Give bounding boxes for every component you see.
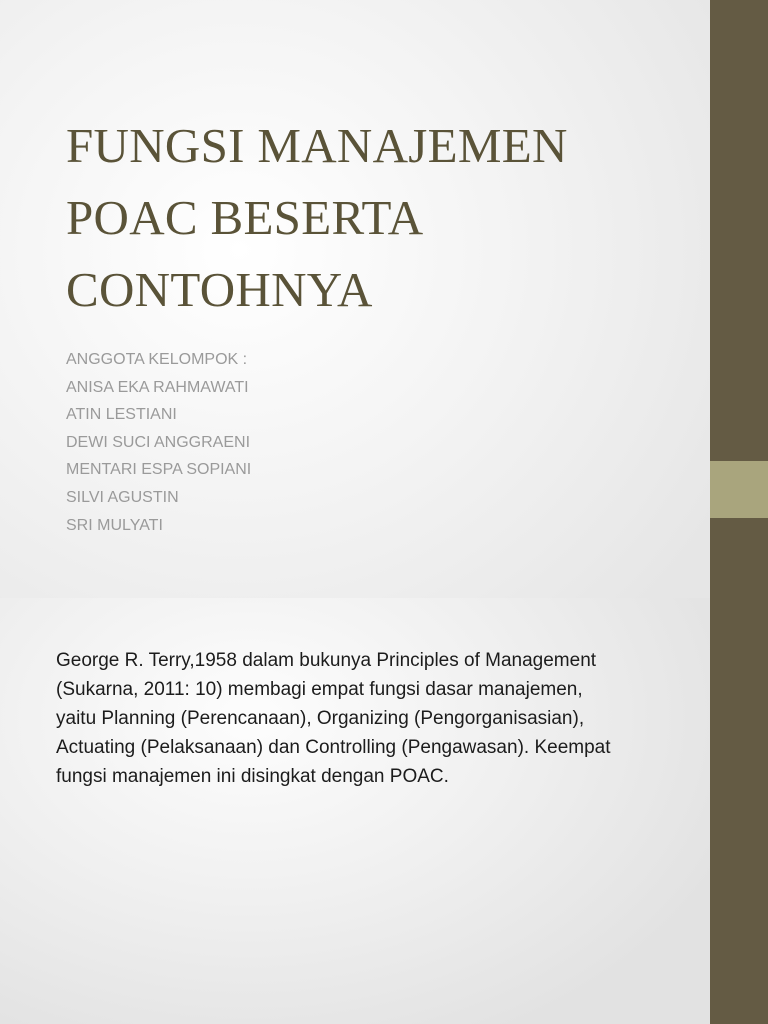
member-item: ANISA EKA RAHMAWATI xyxy=(66,378,249,396)
slide-body-paragraph xyxy=(56,646,696,791)
title-line-2: POAC BESERTA xyxy=(66,190,424,245)
member-list xyxy=(66,346,251,539)
member-item: MENTARI ESPA SOPIANI xyxy=(66,461,252,479)
title-line-1: FUNGSI MANAJEMEN xyxy=(66,118,568,173)
paragraph-line: Actuating (Pelaksanaan) dan Controlling (Pengawasan). Keempat xyxy=(56,737,611,758)
paragraph-line: yaitu Planning (Perencanaan), Organizing (Pengorganisasian), xyxy=(56,708,585,729)
member-item: SRI MULYATI xyxy=(66,516,163,534)
paragraph-line: fungsi manajemen ini disingkat dengan POAC. xyxy=(56,766,449,787)
member-item: ATIN LESTIANI xyxy=(66,406,177,424)
title-line-3: CONTOHNYA xyxy=(66,262,373,317)
member-list-heading: ANGGOTA KELOMPOK : xyxy=(66,351,248,368)
member-item: DEWI SUCI ANGGRAENI xyxy=(66,433,251,451)
paragraph-line: (Sukarna, 2011: 10) membagi empat fungsi dasar manajemen, xyxy=(56,679,583,700)
decorative-sidebar-accent xyxy=(710,461,768,518)
member-item: SILVI AGUSTIN xyxy=(66,488,179,506)
paragraph-line: George R. Terry,1958 dalam bukunya Principles of Management xyxy=(56,650,597,671)
slide-title-heading xyxy=(66,110,686,326)
